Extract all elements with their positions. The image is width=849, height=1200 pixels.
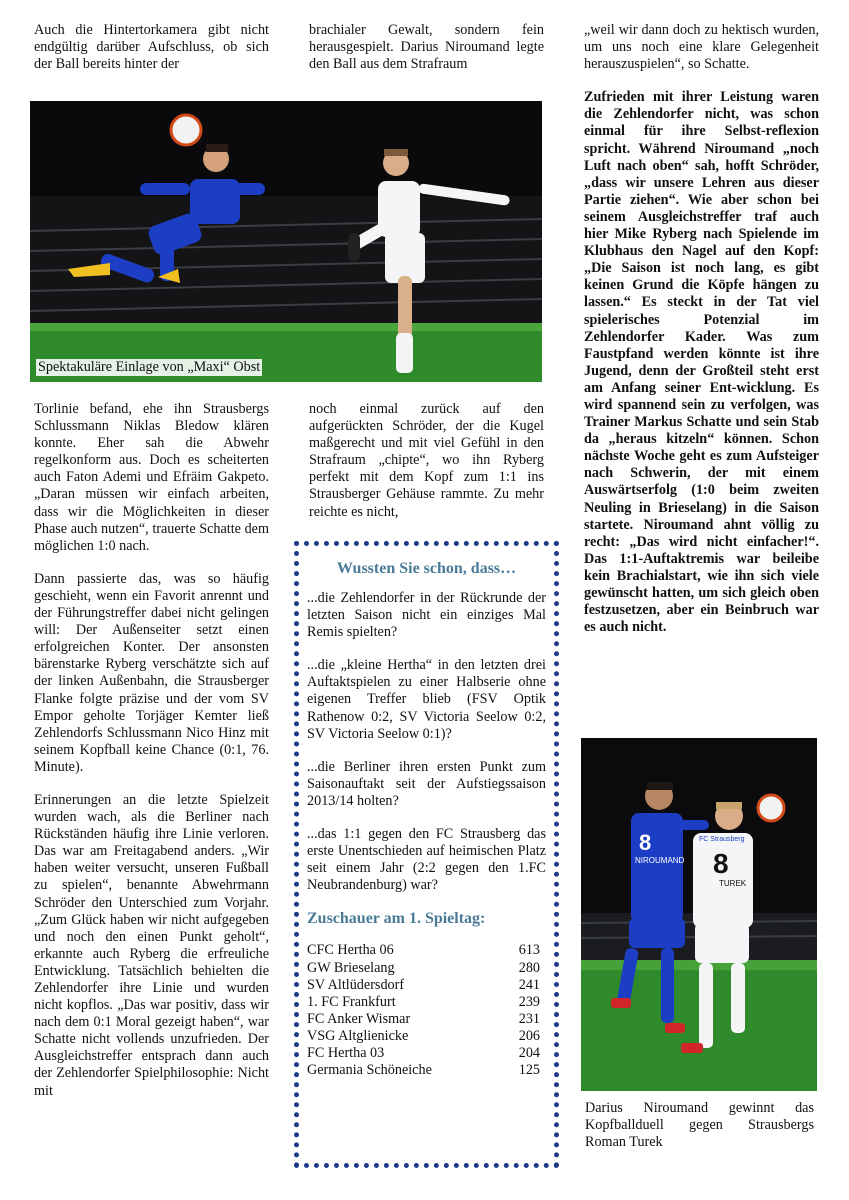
attendance-row <box>307 1011 546 1028</box>
attendance-row <box>307 1062 546 1079</box>
team-name: 1. FC Frankfurt <box>307 993 396 1010</box>
attendance-row <box>307 960 546 977</box>
team-name: FC Hertha 03 <box>307 1044 385 1061</box>
jersey-number-left: 8 <box>639 830 652 855</box>
attendance-list <box>307 942 546 1079</box>
fact-item: ...die Zehlendorfer in der Rückrunde der letzten Saison nicht ein einziges Mal Remis spielten? <box>307 590 546 641</box>
paragraph: Torlinie befand, ehe ihn Strausbergs Schlussmann Niklas Bledow klären konnte. Eher sah die Abwehr regelkonform aus. Doch es scheiterten auch Faton Ademi und Efräim Gakpeto. „Daran müssen wir einfach arbeiten, dass wir die Möglichkeiten in dieser Phase auch nutzen“, trauerte Schatte dem möglichen 1:0 nach. <box>34 401 269 554</box>
paragraph: brachialer Gewalt, sondern fein herausgespielt. Darius Niroumand legte den Ball aus dem Strafraum <box>309 22 544 73</box>
column1-body-text <box>34 401 269 1100</box>
paragraph: Dann passierte das, was so häufig geschieht, wenn ein Favorit anrennt und der Führungstreffer dabei nicht gelingen will: Der Außenseiter setzt einen erfolgreichen Konter. Der ansonsten bärenstarke Ryberg verschätzte sich auf der linken Außenbahn, die Strausberger Flanke folgte präzise und der vom SV Empor geholte Torjäger Kemter ließ Zehlendorfs Schlussmann Nico Hinz mit seinem Kopfball keine Chance (0:1, 76. Minute). <box>34 570 269 775</box>
column1-top-text <box>34 22 269 73</box>
team-name: VSG Altglienicke <box>307 1027 409 1044</box>
paragraph: Auch die Hintertorkamera gibt nicht endgültig darüber Aufschluss, ob sich der Ball bereits hinter der <box>34 22 269 73</box>
team-name: GW Brieselang <box>307 959 395 976</box>
photo-caption: Spektakuläre Einlage von „Maxi“ Obst <box>38 359 261 375</box>
bold-paragraph: Zufrieden mit ihrer Leistung waren die Zehlendorfer nicht, was schon einmal für ihre Selbst-reflexion spricht. Während Niroumand „noch Luft nach oben“ sah, hofft Schröder, „dass wir unsere Lehren aus dieser Partie ziehen“. Wie aber schon bei seinem Ausgleichstreffer traf auch hier Mike Ryberg nach Spielende im Klubhaus den Nagel auf den Kopf: „Die Saison ist noch lang, es gibt keinen Grund die Köpfe hängen zu lassen.“ Es steckt in der Tat viel spielerisches Potenzial im Zehlendorfer Kader. Was zum Faustpfand werden könnte ist ihre Jugend, denn der Großteil steht erst am Anfang seiner Ent-wicklung. Es wird spannend sein zu verfolgen, was Trainer Markus Schatte und sein Stab da „heraus kitzeln“ können. Schon nächste Woche geht es zum Aufsteiger nach Schwerin, der mit einem Auswärtserfolg (1:0 beim zweiten Neuling in Brieselang) in die Saison startete. Niroumand ahnt völlig zu recht: „Das wird nicht einfacher!“. Das 1:1-Auftaktremis war beileibe kein Brachialstart, wie ihn sich viele gewünscht hatten, um sich gleich oben festzusetzen, aber ein Beinbruch war es auch nicht. <box>584 89 819 636</box>
photo-header-duel <box>581 738 817 1091</box>
paragraph: noch einmal zurück auf den aufgerückten Schröder, der die Kugel maßgerecht und mit viel Gefühl in den Strafraum „chipte“, wo ihn Ryberg perfekt mit dem Kopf zum 1:1 ins Strausberger Gehäuse rammte. Zu mehr reichte es nicht, <box>309 401 544 520</box>
team-name: FC Anker Wismar <box>307 1010 411 1027</box>
column2-mid-text <box>309 401 544 521</box>
attendance-row <box>307 942 546 959</box>
photo-graphic <box>581 738 817 1091</box>
paragraph: Erinnerungen an die letzte Spielzeit wurden wach, als die Berliner nach Rückständen häufig ihre Linie verloren. Das war am Freitagabend anders. „Wir haben weiter versucht, unseren Fußball zu spielen“, benannte Abwehrmann Schröder den Unterschied zum Vorjahr. „Zum Glück haben wir nicht aufgegeben und noch den einen Punkt geholt“, erkannte auch Ryberg die erfreuliche Entwicklung. Tatsächlich behielten die Zehlendorfer ihre Linie und wurden nicht kopflos. „Das war positiv, dass wir nach dem 0:1 Moral gezeigt haben“, war Schatte nicht vollends unzufrieden. Der Ausgleichstreffer entsprach dann auch der Zehlendorfer Spielphilosophie: Nicht mit <box>34 791 269 1099</box>
fact-item: ...die „kleine Hertha“ in den letzten drei Auftaktspielen zu einer Halbserie ohne eigenen Treffer blieb (FSV Optik Rathenow 0:2, SV Victoria Seelow 0:2, SV Victoria Seelow 0:1)? <box>307 657 546 742</box>
attendance-count: 613 <box>518 942 540 959</box>
attendance-count: 239 <box>518 993 540 1010</box>
jersey-number-right: 8 <box>713 848 729 879</box>
attendance-title: Zuschauer am 1. Spieltag: <box>307 910 486 928</box>
attendance-count: 125 <box>518 1062 540 1079</box>
column2-top-text <box>309 22 544 73</box>
fact-item: ...die Berliner ihren ersten Punkt zum Saisonauftakt seit der Aufstiegssaison 2013/14 holten? <box>307 758 546 809</box>
attendance-row <box>307 1028 546 1045</box>
infobox-title: Wussten Sie schon, dass… <box>336 560 517 577</box>
jersey-name-right: TUREK <box>719 879 747 888</box>
column3-text <box>584 22 819 636</box>
attendance-count: 231 <box>518 1010 540 1027</box>
jersey-name-left: NIROUMAND <box>635 856 685 865</box>
photo-graphic <box>30 101 542 382</box>
team-name: CFC Hertha 06 <box>307 942 394 959</box>
team-name: SV Altlüdersdorf <box>307 976 405 993</box>
attendance-row <box>307 1045 546 1062</box>
attendance-row <box>307 977 546 994</box>
photo-bicycle-kick <box>30 101 542 382</box>
team-name: Germania Schöneiche <box>307 1062 432 1079</box>
fact-item: ...das 1:1 gegen den FC Strausberg das erste Unentschieden auf heimischen Platz seit einem Jahr (2:2 gegen den 1.FC Neubrandenburg) war? <box>307 826 546 894</box>
attendance-row <box>307 994 546 1011</box>
attendance-count: 204 <box>518 1044 540 1061</box>
attendance-count: 280 <box>518 959 540 976</box>
info-box <box>294 541 559 1168</box>
paragraph: „weil wir dann doch zu hektisch wurden, um uns noch eine klare Gelegenheit herauszuspielen“, so Schatte. <box>584 22 819 73</box>
attendance-count: 206 <box>518 1027 540 1044</box>
photo-caption: Darius Niroumand gewinnt das Kopfballduell gegen Strausbergs Roman Turek <box>585 1100 814 1151</box>
shirt-logo: FC Strausberg <box>699 836 745 843</box>
attendance-count: 241 <box>518 976 540 993</box>
